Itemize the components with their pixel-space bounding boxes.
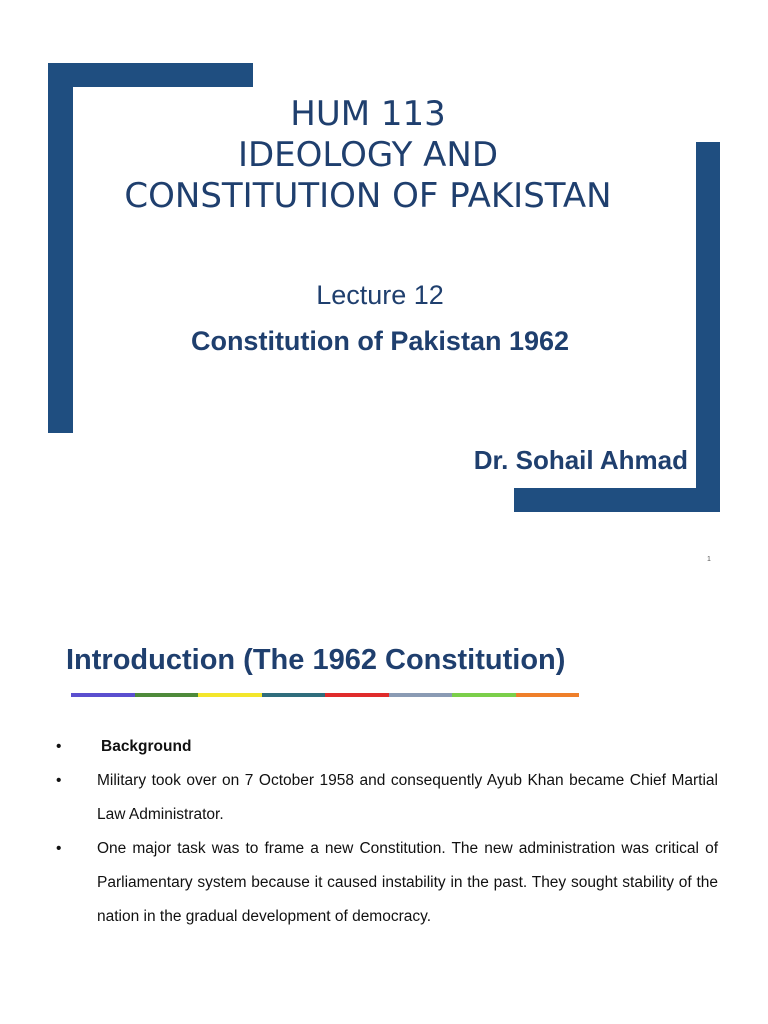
divider-segment (516, 693, 580, 697)
divider-segment (198, 693, 262, 697)
bullet-text: One major task was to frame a new Constitution. The new administration was critical of Parliamentary system because it caused instability in the past. They sought stability of the nation in the gradual development of democracy. (97, 840, 718, 925)
slide-title (0, 94, 736, 217)
list-item (56, 730, 718, 764)
bullet-text: Military took over on 7 October 1958 and consequently Ayub Khan became Chief Martial Law Administrator. (97, 772, 718, 823)
divider-segment (389, 693, 453, 697)
bullet-dot: • (56, 772, 62, 789)
list-item (56, 832, 718, 934)
page-number: 1 (707, 556, 711, 563)
divider-segment (325, 693, 389, 697)
list-item (56, 764, 718, 832)
section-heading: Introduction (The 1962 Constitution) (66, 644, 566, 676)
frame-top-left-horizontal (48, 63, 253, 87)
frame-bottom-right-horizontal (514, 488, 720, 512)
divider-segment (452, 693, 516, 697)
rainbow-divider (71, 693, 579, 697)
lecture-subtitle: Constitution of Pakistan 1962 (190, 326, 570, 356)
author-name: Dr. Sohail Ahmad (473, 445, 688, 475)
lecture-label: Lecture 12 (316, 280, 444, 310)
divider-segment (71, 693, 135, 697)
course-code: HUM 113 (290, 94, 446, 134)
bullet-list (56, 730, 718, 934)
divider-segment (262, 693, 326, 697)
bullet-dot: • (56, 738, 62, 755)
bullet-text: Background (101, 738, 192, 755)
title-line-2: CONSTITUTION OF PAKISTAN (124, 176, 612, 216)
divider-segment (135, 693, 199, 697)
bullet-dot: • (56, 840, 62, 857)
title-line-1: IDEOLOGY AND (237, 135, 499, 175)
